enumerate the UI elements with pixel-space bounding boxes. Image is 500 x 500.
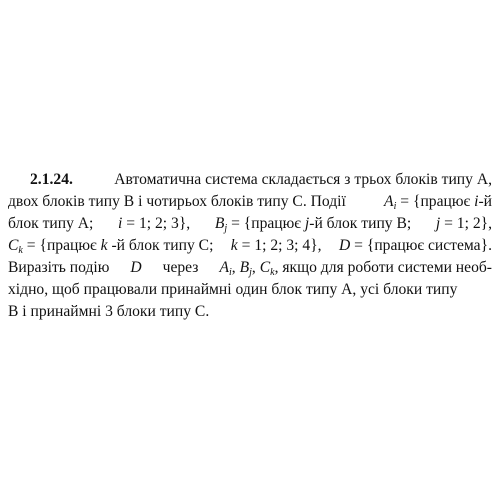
text-line-2	[8, 191, 492, 213]
line-2-text: двох блоків типу В і чотирьох блоків типу С. Події	[8, 193, 346, 210]
text-line-7	[8, 301, 492, 323]
index-k-range: k = 1; 2; 3; 4},	[230, 237, 322, 254]
line-3-part-1: блок типу А;	[8, 215, 94, 232]
text-line-3	[8, 213, 492, 235]
line-6-text: хідно, щоб працювали принаймні один блок типу А, усі блоки типу	[8, 281, 458, 298]
text-line-4	[8, 235, 492, 257]
line-7-text: В і принаймні 3 блоки типу С.	[8, 303, 210, 320]
text-line-5	[8, 257, 492, 279]
line-5-part-1: Виразіть подію	[8, 259, 110, 276]
index-j-range: j = 1; 2},	[435, 215, 492, 232]
problem-number: 2.1.24.	[30, 171, 73, 188]
event-a-def: $A_i$ = {працює i-й	[384, 193, 492, 212]
line-5-through: через	[162, 259, 199, 276]
problem-text	[8, 169, 492, 323]
line-1-text: Автоматична система складається з трьох блоків типу А,	[114, 171, 492, 188]
event-d-def: D = {працює система}.	[338, 237, 492, 254]
events-list: $A_i$, $B_j$, $C_k$, якщо для роботи системи необ-	[219, 259, 492, 278]
event-c-def: $C_k$ = {працює k -й блок типу С;	[8, 237, 214, 256]
text-line-6	[8, 279, 492, 301]
event-d-symbol: D	[130, 259, 142, 276]
index-i-range: i = 1; 2; 3},	[118, 215, 191, 232]
event-b-def: $B_j$ = {працює j-й блок типу В;	[214, 215, 412, 234]
text-line-1	[8, 169, 492, 191]
